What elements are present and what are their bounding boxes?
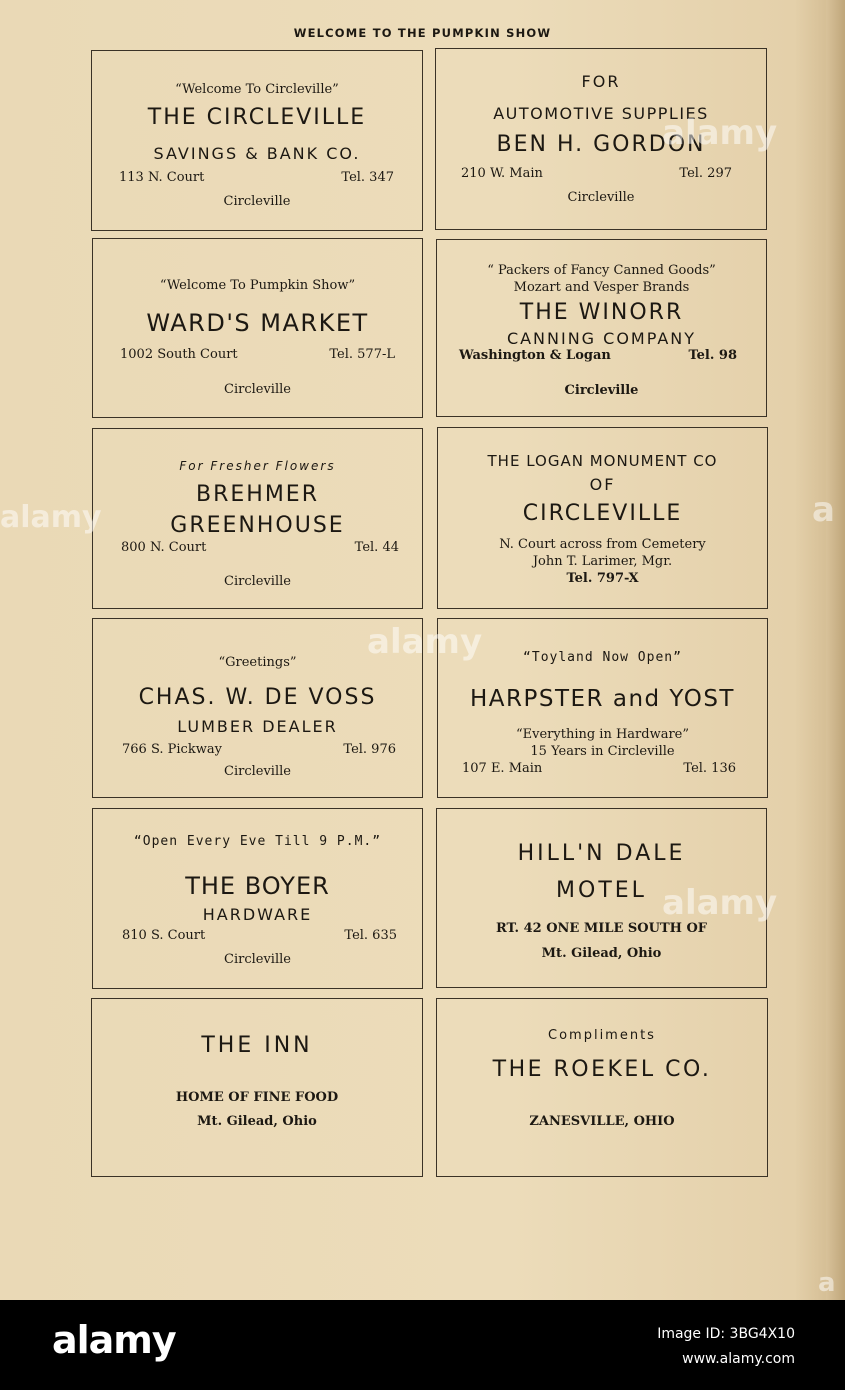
ad-line-supplies: AUTOMOTIVE SUPPLIES	[493, 104, 709, 123]
ad-tel: Tel. 44	[354, 540, 399, 555]
ad-address: 810 S. Court	[122, 928, 206, 943]
ad-city: Mt. Gilead, Ohio	[197, 1114, 317, 1129]
watermark: alamy	[662, 113, 778, 153]
ad-name: CHAS. W. DE VOSS	[138, 685, 377, 710]
ad-city: ZANESVILLE, OHIO	[529, 1114, 675, 1129]
ad-tel: Tel. 797-X	[566, 571, 639, 586]
ad-city: Circleville	[224, 952, 291, 967]
ad-name: THE CIRCLEVILLE	[147, 105, 367, 130]
page-edge	[826, 0, 845, 1300]
ad-brands: Mozart and Vesper Brands	[513, 280, 690, 295]
ad-city: Circleville	[224, 764, 291, 779]
ad-tagline: “ Packers of Fancy Canned Goods”	[487, 263, 716, 278]
ad-address: 800 N. Court	[121, 540, 207, 555]
ad-tel: Tel. 635	[344, 928, 397, 943]
page-header: WELCOME TO THE PUMPKIN SHOW	[293, 26, 552, 40]
watermark: alamy	[367, 622, 483, 662]
ad-manager: John T. Larimer, Mgr.	[532, 554, 673, 569]
ad-city: Circleville	[224, 382, 291, 397]
ad-name: WARD'S MARKET	[146, 309, 369, 337]
ad-name: THE ROEKEL CO.	[492, 1057, 712, 1082]
ad-tagline: Compliments	[548, 1028, 656, 1043]
image-id: Image ID: 3BG4X10	[657, 1326, 795, 1342]
ad-tagline: “Welcome To Circleville”	[175, 82, 339, 97]
ad-subtitle: HARDWARE	[202, 905, 313, 924]
watermark: a	[818, 1268, 836, 1298]
ad-tel: Tel. 98	[688, 348, 737, 363]
ad-route: RT. 42 ONE MILE SOUTH OF	[495, 921, 707, 936]
ad-city-title: CIRCLEVILLE	[522, 501, 683, 526]
watermark: alamy	[662, 883, 778, 923]
ad-boyer-hardware	[92, 808, 423, 989]
ad-subtitle: SAVINGS & BANK CO.	[153, 144, 361, 163]
ad-name: THE BOYER	[185, 872, 330, 900]
ad-city: Mt. Gilead, Ohio	[541, 946, 662, 961]
ad-tel: Tel. 976	[343, 742, 396, 757]
ad-of: OF	[589, 475, 616, 494]
alamy-logo: alamy	[52, 1318, 176, 1362]
ad-city: Circleville	[223, 194, 291, 209]
watermark: a	[812, 490, 835, 530]
ad-name: BREHMER	[196, 482, 319, 507]
ad-city: Circleville	[224, 574, 291, 589]
ad-address: 1002 South Court	[120, 347, 238, 362]
ad-name-line2: GREENHOUSE	[170, 513, 345, 538]
ad-address: 210 W. Main	[461, 166, 543, 181]
ad-subtitle: CANNING COMPANY	[506, 329, 697, 348]
ad-address: N. Court across from Cemetery	[499, 537, 706, 552]
ad-name: HARPSTER and YOST	[470, 686, 735, 712]
ad-name: THE LOGAN MONUMENT CO	[487, 452, 718, 470]
ad-name: BEN H. GORDON	[496, 132, 706, 157]
ad-winorr-canning	[436, 239, 767, 417]
ad-subtitle: HOME OF FINE FOOD	[175, 1090, 339, 1105]
ad-name: THE WINORR	[519, 300, 684, 325]
ad-tagline: “Greetings”	[218, 655, 297, 670]
ad-address: 766 S. Pickway	[122, 742, 222, 757]
ad-tel: Tel. 347	[341, 170, 394, 185]
ad-name-line2: MOTEL	[556, 878, 647, 903]
ad-subtitle: LUMBER DEALER	[177, 717, 338, 736]
ad-tagline: “Open Every Eve Till 9 P.M.”	[133, 834, 382, 849]
ad-tagline: For Fresher Flowers	[179, 459, 336, 473]
ad-name: HILL'N DALE	[517, 841, 686, 866]
watermark: alamy	[0, 500, 102, 535]
ad-line-for: FOR	[581, 72, 621, 91]
ad-harpster-yost	[437, 618, 768, 798]
ad-name: THE INN	[201, 1033, 313, 1058]
ad-address: 107 E. Main	[462, 761, 543, 776]
ad-tel: Tel. 577-L	[329, 347, 395, 362]
ad-city: Circleville	[567, 190, 635, 205]
ad-tel: Tel. 297	[679, 166, 732, 181]
ad-address: 113 N. Court	[119, 170, 205, 185]
image-info	[657, 1322, 795, 1372]
ad-brehmer-greenhouse	[92, 428, 423, 609]
ad-logan-monument	[437, 427, 768, 609]
site-url: www.alamy.com	[682, 1351, 795, 1367]
ad-tel: Tel. 136	[683, 761, 736, 776]
ad-tagline: “Welcome To Pumpkin Show”	[159, 278, 356, 293]
ad-wards-market	[92, 238, 423, 418]
ad-the-inn	[91, 998, 423, 1177]
ad-circleville-savings	[91, 50, 423, 231]
ad-address: Washington & Logan	[459, 348, 611, 363]
ad-years: 15 Years in Circleville	[530, 744, 675, 759]
ad-tagline: “Toyland Now Open”	[523, 650, 682, 665]
ad-slogan: “Everything in Hardware”	[515, 727, 690, 742]
ad-city: Circleville	[564, 383, 639, 398]
ad-roekel-co	[436, 998, 768, 1177]
